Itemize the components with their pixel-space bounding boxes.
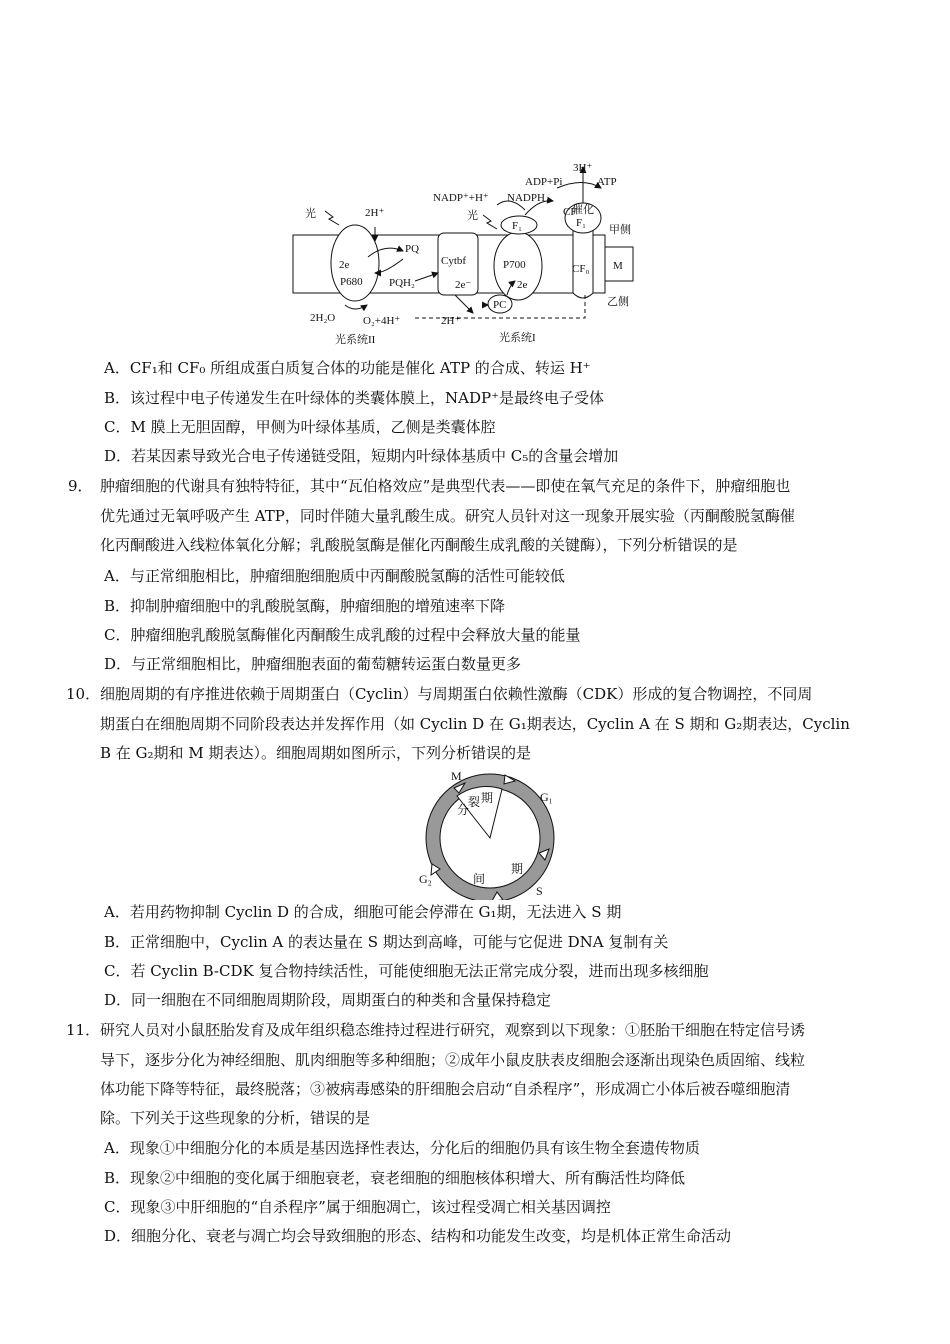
label-jian: 间 <box>473 872 486 886</box>
q10-stem-line-3: B 在 G₂期和 M 期表达）。细胞周期如图所示，下列分析错误的是 <box>100 744 531 762</box>
label-nadph: NADPH <box>507 192 545 204</box>
label-2h-top: 2H⁺ <box>365 207 385 219</box>
q10-stem-line-1: 细胞周期的有序推进依赖于周期蛋白（Cyclin）与周期蛋白依赖性激酶（CDK）形成的复合物调控，不同周 <box>100 685 813 703</box>
q11-number: 11． <box>66 1021 101 1039</box>
q11-stem-line-4: 除。下列关于这些现象的分析，错误的是 <box>100 1109 371 1127</box>
label-pqh2: PQH₂ <box>389 277 415 289</box>
label-ps2: 光系统II <box>335 334 376 346</box>
q11-stem-line-2: 导下，逐步分化为神经细胞、肌肉细胞等多种细胞；②成年小鼠皮肤表皮细胞会逐渐出现染色质固缩、线粒 <box>100 1051 806 1069</box>
label-m-phase: M <box>451 769 462 783</box>
label-p680: P680 <box>340 276 363 288</box>
label-h2o: 2H₂O <box>310 312 336 324</box>
label-s: S <box>536 884 543 898</box>
label-cf: CF <box>563 206 577 218</box>
label-g2: G₂ <box>419 872 432 886</box>
label-light-2: 光 <box>467 210 478 222</box>
label-cyt-e: 2e⁻ <box>455 279 472 291</box>
label-cytbf: Cytbf <box>441 255 467 267</box>
q9-stem-line-1: 肿瘤细胞的代谢具有独特特征，其中“瓦伯格效应”是典型代表——即使在氧气充足的条件下，肿瘤细胞也 <box>100 477 791 495</box>
label-qi-1: 期 <box>481 791 494 805</box>
cell-cycle-diagram <box>405 765 575 900</box>
q9-option-c[interactable]: C．肿瘤细胞乳酸脱氢酶催化丙酮酸生成乳酸的过程中会释放大量的能量 <box>104 626 581 644</box>
label-catalyze: 催化 <box>572 204 594 216</box>
q10-stem-line-2: 期蛋白在细胞周期不同阶段表达并发挥作用（如 Cyclin D 在 G₁期表达，Cyclin A 在 S 期和 G₂期表达，Cyclin <box>100 715 850 733</box>
q10-number: 10． <box>66 685 101 703</box>
label-f1-a: F₁ <box>512 220 522 232</box>
q9-stem-line-3: 化丙酮酸进入线粒体氧化分解；乳酸脱氢酶是催化丙酮酸生成乳酸的关键酶），下列分析错误的是 <box>100 536 738 554</box>
q11-stem-line-3: 体功能下降等特征，最终脱落；③被病毒感染的肝细胞会启动“自杀程序”，形成凋亡小体后被吞噬细胞清 <box>100 1080 791 1098</box>
label-o2: O₂+4H⁺ <box>363 315 401 327</box>
q11-option-b[interactable]: B．现象②中细胞的变化属于细胞衰老，衰老细胞的细胞核体积增大、所有酶活性均降低 <box>104 1169 686 1187</box>
label-g1: G₁ <box>540 790 553 804</box>
label-f1-b: F₁ <box>576 217 586 229</box>
q10-option-a[interactable]: A．若用药物抑制 Cyclin D 的合成，细胞可能会停滞在 G₁期，无法进入 S 期 <box>104 903 622 921</box>
q10-option-c[interactable]: C．若 Cyclin B-CDK 复合物持续活性，可能使细胞无法正常完成分裂，进而出现多核细胞 <box>104 962 709 980</box>
q11-option-d[interactable]: D．细胞分化、衰老与凋亡均会导致细胞的形态、结构和功能发生改变，均是机体正常生命活动 <box>104 1227 732 1245</box>
label-atp: ATP <box>597 176 617 188</box>
q11-option-a[interactable]: A．现象①中细胞分化的本质是基因选择性表达，分化后的细胞仍具有该生物全套遗传物质 <box>104 1139 700 1157</box>
label-cf0: CF₀ <box>572 263 590 275</box>
label-m: M <box>613 260 623 272</box>
q8-option-b[interactable]: B．该过程中电子传递发生在叶绿体的类囊体膜上，NADP⁺是最终电子受体 <box>104 389 605 407</box>
label-yi: 乙侧 <box>607 296 629 308</box>
label-lie: 裂 <box>468 795 481 809</box>
q9-option-d[interactable]: D．与正常细胞相比，肿瘤细胞表面的葡萄糖转运蛋白数量更多 <box>104 655 522 673</box>
q10-option-d[interactable]: D．同一细胞在不同细胞周期阶段，周期蛋白的种类和含量保持稳定 <box>104 991 552 1009</box>
q9-option-a[interactable]: A．与正常细胞相比，肿瘤细胞细胞质中丙酮酸脱氢酶的活性可能较低 <box>104 567 565 585</box>
label-3h: 3H⁺ <box>573 162 593 174</box>
q11-option-c[interactable]: C．现象③中肝细胞的“自杀程序”属于细胞凋亡，该过程受凋亡相关基因调控 <box>104 1198 611 1216</box>
cf0-subunit <box>573 225 593 298</box>
q8-option-a[interactable]: A．CF₁和 CF₀ 所组成蛋白质复合体的功能是催化 ATP 的合成、转运 H⁺ <box>104 359 591 377</box>
label-pq: PQ <box>405 243 420 255</box>
q9-stem-line-2: 优先通过无氧呼吸产生 ATP，同时伴随大量乳酸生成。研究人员针对这一现象开展实验（丙酮酸脱氢酶催 <box>100 507 795 525</box>
label-light-1: 光 <box>305 208 316 220</box>
label-p680-e: 2e <box>339 259 350 271</box>
q8-option-d[interactable]: D．若某因素导致光合电子传递链受阻，短期内叶绿体基质中 C₅的含量会增加 <box>104 447 619 465</box>
label-ps1: 光系统I <box>499 332 536 344</box>
label-2h-bottom: 2H⁺ <box>441 315 461 327</box>
label-p700: P700 <box>503 259 526 271</box>
label-p700-e: 2e <box>517 279 528 291</box>
label-jia: 甲侧 <box>609 224 631 236</box>
q10-option-b[interactable]: B．正常细胞中，Cyclin A 的表达量在 S 期达到高峰，可能与它促进 DNA 复制有关 <box>104 933 669 951</box>
photosynthesis-diagram <box>285 155 645 350</box>
label-fen: 分 <box>457 803 470 817</box>
q9-number: 9． <box>68 477 93 495</box>
q11-stem-line-1: 研究人员对小鼠胚胎发育及成年组织稳态维持过程进行研究，观察到以下现象：①胚胎干细胞在特定信号诱 <box>100 1021 806 1039</box>
q8-option-c[interactable]: C．M 膜上无胆固醇，甲侧为叶绿体基质，乙侧是类囊体腔 <box>104 418 496 436</box>
label-nadp-h: NADP⁺+H⁺ <box>433 192 489 204</box>
label-qi-2: 期 <box>511 862 524 876</box>
q9-option-b[interactable]: B．抑制肿瘤细胞中的乳酸脱氢酶，肿瘤细胞的增殖速率下降 <box>104 597 506 615</box>
label-adp-pi: ADP+Pi <box>525 176 563 188</box>
label-pc: PC <box>493 299 507 311</box>
